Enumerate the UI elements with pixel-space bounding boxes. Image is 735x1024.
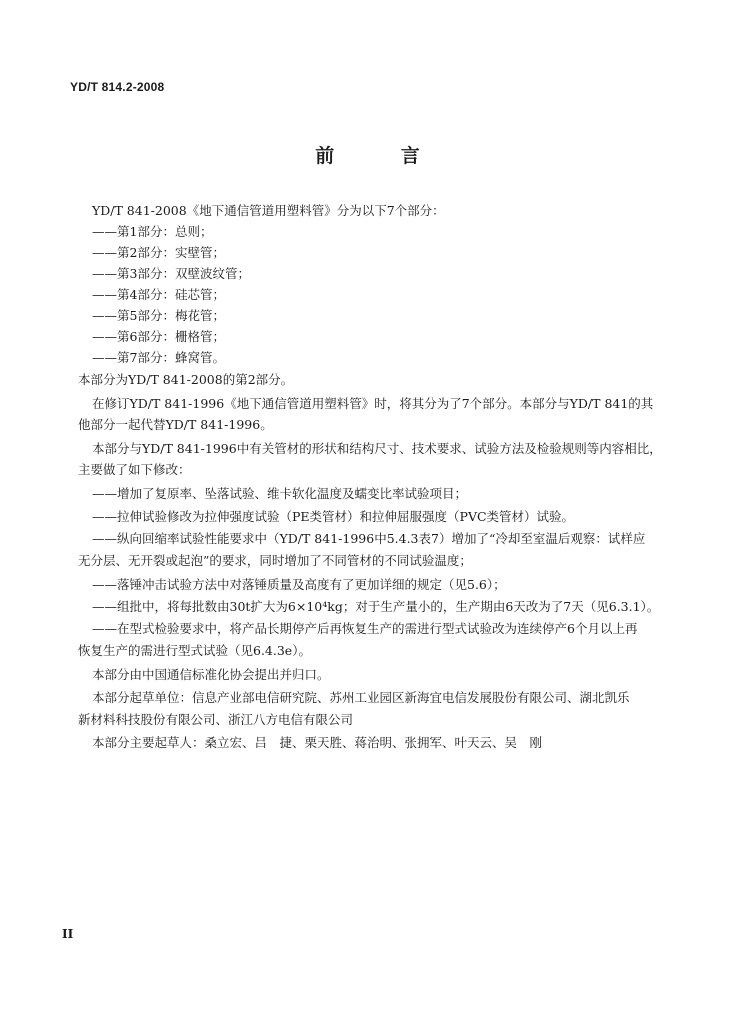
change-item-6-line-2: 恢复生产的需进行型式试验（见6.4.3e）。 [78,643,311,658]
intro-paragraph: YD/T 841-2008《地下通信管道用塑料管》分为以下7个部分： [92,203,445,218]
changes-paragraph-line-2: 主要做了如下修改： [78,462,191,477]
part-list-item-6: ——第6部分：栅格管； [92,329,225,344]
proposer-statement: 本部分由中国通信标准化协会提出并归口。 [92,667,330,682]
standard-code-header: YD/T 814.2-2008 [70,80,165,94]
this-part-statement: 本部分为YD/T 841-2008的第2部分。 [78,372,294,387]
page-number: II [62,927,74,941]
drafting-units-line-1: 本部分起草单位：信息产业部电信研究院、苏州工业园区新海宜电信发展股份有限公司、湖北凯乐 [92,690,630,705]
change-item-3-line-2: 无分层、无开裂或起泡”的要求，同时增加了不同管材的不同试验温度； [78,553,472,568]
changes-paragraph-line-1: 本部分与YD/T 841-1996中有关管材的形状和结构尺寸、技术要求、试验方法及检验规则等内容相比， [92,441,662,456]
part-list-item-4: ——第4部分：硅芯管； [92,287,225,302]
drafting-units-line-2: 新材料科技股份有限公司、浙江八方电信有限公司 [78,712,354,727]
change-item-1: ——增加了复原率、坠落试验、维卡软化温度及蠕变比率试验项目； [92,486,468,501]
part-list-item-2: ——第2部分：实壁管； [92,245,225,260]
part-list-item-3: ——第3部分：双壁波纹管； [92,266,250,281]
change-item-4: ——落锤冲击试验方法中对落锤质量及高度有了更加详细的规定（见5.6）； [92,577,506,592]
change-item-3-line-1: ——纵向回缩率试验性能要求中（YD/T 841-1996中5.4.3表7）增加了“冷却至室温后观察：试样应 [92,531,646,546]
revision-paragraph-line-1: 在修订YD/T 841-1996《地下通信管道用塑料管》时，将其分为了7个部分。本部分与YD/T 841的其 [92,396,654,411]
change-item-6-line-1: ——在型式检验要求中，将产品长期停产后再恢复生产的需进行型式试验改为连续停产6个月以上再 [92,621,638,636]
change-item-2: ——拉伸试验修改为拉伸强度试验（PE类管材）和拉伸屈服强度（PVC类管材）试验。 [92,509,575,524]
part-list-item-7: ——第7部分：蜂窝管。 [92,350,225,365]
page-title: 前 言 [315,145,450,167]
part-list-item-1: ——第1部分：总则； [92,224,213,239]
drafters-statement: 本部分主要起草人：桑立宏、吕 捷、栗天胜、蒋治明、张拥军、叶天云、吴 刚 [92,735,543,750]
part-list-item-5: ——第5部分：梅花管； [92,308,225,323]
revision-paragraph-line-2: 他部分一起代替YD/T 841-1996。 [78,417,273,432]
change-item-5: ——组批中，将每批数由30t扩大为6×10⁴kg；对于生产量小的，生产期由6天改为了7天（见6.3.1）。 [92,599,660,614]
